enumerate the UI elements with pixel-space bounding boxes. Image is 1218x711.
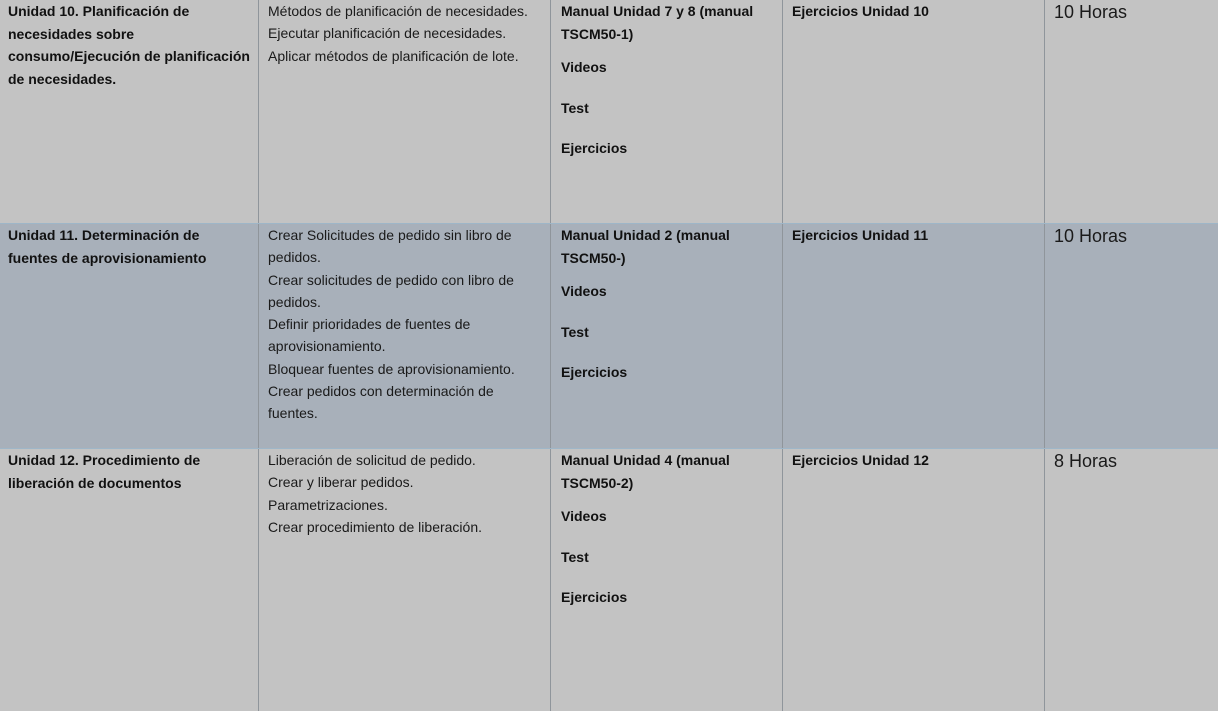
material-item: Test xyxy=(561,99,589,116)
material-item: Ejercicios xyxy=(561,364,628,380)
manual-reference: Manual Unidad 7 y 8 (manual xyxy=(561,3,754,19)
content-line: Bloquear fuentes de aprovisionamiento. xyxy=(268,360,515,377)
content-line: Ejecutar planificación de necesidades. xyxy=(268,25,507,42)
unit-title-line: Unidad 10. Planificación de xyxy=(8,3,190,19)
exercises-label: Ejercicios Unidad 10 xyxy=(792,3,929,19)
content-line: Crear Solicitudes de pedido sin libro de xyxy=(268,227,512,243)
table-row xyxy=(0,0,1218,223)
unit-title-line: liberación de documentos xyxy=(8,474,182,491)
unit-cell xyxy=(0,0,259,223)
content-line: pedidos. xyxy=(268,249,321,266)
manual-reference: TSCM50-) xyxy=(561,249,626,266)
material-item: Ejercicios xyxy=(561,140,628,156)
content-line: Crear pedidos con determinación de xyxy=(268,383,494,400)
hours-value: 10 Horas xyxy=(1054,2,1128,22)
materials-cell xyxy=(551,0,783,223)
unit-title-line: fuentes de aprovisionamiento xyxy=(8,249,207,266)
unit-title-line: de necesidades. xyxy=(8,70,117,87)
unit-cell xyxy=(0,224,259,448)
content-cell xyxy=(259,0,551,223)
content-line: Liberación de solicitud de pedido. xyxy=(268,452,476,468)
hours-value: 10 Horas xyxy=(1054,226,1128,246)
material-item: Videos xyxy=(561,283,607,299)
material-item: Test xyxy=(561,323,589,340)
content-cell xyxy=(259,449,551,711)
material-item: Videos xyxy=(561,59,607,75)
content-line: Crear solicitudes de pedido con libro de xyxy=(268,271,514,288)
unit-title-line: consumo/Ejecución de planificación xyxy=(8,48,250,64)
unit-title-line: necesidades sobre xyxy=(8,25,135,42)
content-line: Parametrizaciones. xyxy=(268,496,388,513)
content-line: Definir prioridades de fuentes de xyxy=(268,316,471,333)
materials-cell xyxy=(551,224,783,448)
materials-cell xyxy=(551,449,783,711)
hours-cell xyxy=(1045,0,1218,223)
unit-cell xyxy=(0,449,259,711)
table-row xyxy=(0,449,1218,711)
unit-title-line: Unidad 12. Procedimiento de xyxy=(8,452,201,468)
content-cell xyxy=(259,224,551,448)
manual-reference: Manual Unidad 2 (manual xyxy=(561,227,730,243)
hours-cell xyxy=(1045,449,1218,711)
content-line: aprovisionamiento. xyxy=(268,338,386,355)
content-line: Crear procedimiento de liberación. xyxy=(268,518,482,535)
content-line: Crear y liberar pedidos. xyxy=(268,474,414,491)
manual-reference: Manual Unidad 4 (manual xyxy=(561,452,730,468)
exercises-label: Ejercicios Unidad 12 xyxy=(792,452,929,468)
hours-value: 8 Horas xyxy=(1054,451,1118,471)
unit-title-line: Unidad 11. Determinación de xyxy=(8,227,200,243)
exercises-cell xyxy=(783,224,1045,448)
content-line: Aplicar métodos de planificación de lote. xyxy=(268,47,519,64)
material-item: Ejercicios xyxy=(561,589,628,605)
material-item: Test xyxy=(561,548,589,565)
content-line: fuentes. xyxy=(268,405,318,422)
hours-cell xyxy=(1045,224,1218,448)
manual-reference: TSCM50-1) xyxy=(561,25,634,42)
exercises-cell xyxy=(783,449,1045,711)
exercises-label: Ejercicios Unidad 11 xyxy=(792,227,929,243)
manual-reference: TSCM50-2) xyxy=(561,474,634,491)
table-row xyxy=(0,223,1218,449)
exercises-cell xyxy=(783,0,1045,223)
content-line: Métodos de planificación de necesidades. xyxy=(268,3,528,19)
content-line: pedidos. xyxy=(268,293,321,310)
material-item: Videos xyxy=(561,508,607,524)
